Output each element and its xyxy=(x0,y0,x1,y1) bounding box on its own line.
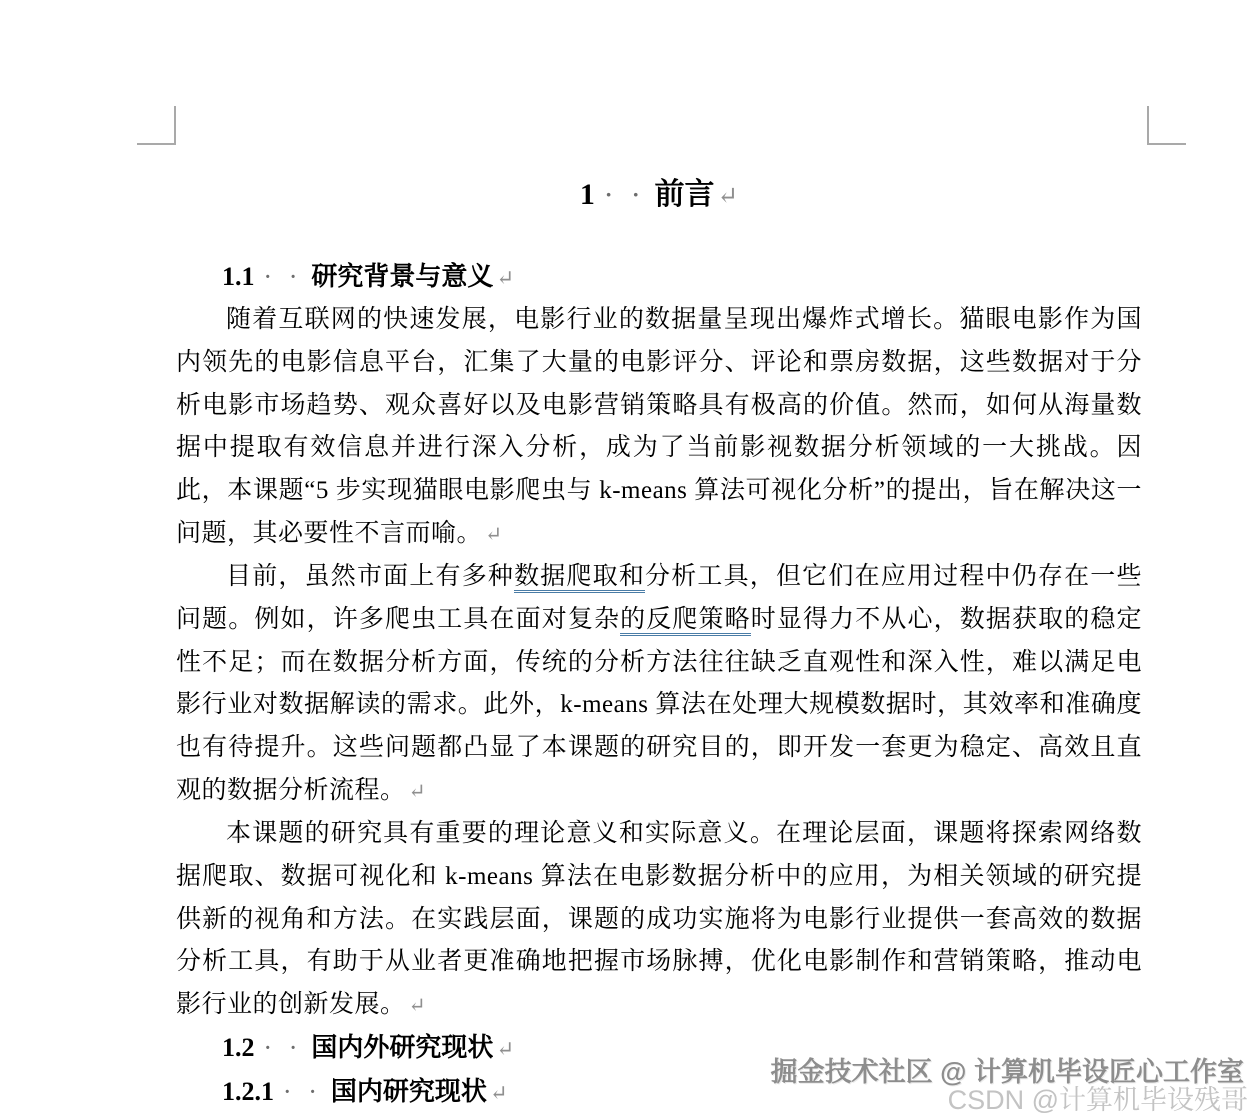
text-run: 本课题的研究具有重要的理论意义和实际意义。在理论层面，课题将探索网络数据爬取、数据可视化和 k-means 算法在电影数据分析中的应用，为相关领域的研究提供新的视角和方法。在实践层面，课题的成功实施将为电影行业提供一套高效的数据分析工具，有助于从业者更准确地把握市场脉搏，优化电影制作和营销策略，推动电影行业的创新发展。 xyxy=(176,820,1142,1019)
paragraph-mark-icon: ↵ xyxy=(408,780,427,803)
space-format-dots: · · xyxy=(264,1038,304,1059)
chapter-title[interactable] xyxy=(176,174,1142,218)
section-number: 1.1 xyxy=(222,262,255,291)
paragraph-mark-icon: ↵ xyxy=(496,266,515,290)
section-heading-text: 研究背景与意义 xyxy=(311,262,494,291)
text-run: 时显得力不从心，数据获取的稳定性不足；而在数据分析方面，传统的分析方法往往缺乏直观性和深入性，难以满足电影行业对数据解读的需求。此外，k-means 算法在处理大规模数据时，其效率和准确度也有待提升。这些问题都凸显了本课题的研究目的，即开发一套更为稳定、高效且直观的数据分析流程。 xyxy=(176,605,1142,804)
paragraph-mark-icon: ↵ xyxy=(485,523,503,546)
body-paragraph[interactable] xyxy=(176,813,1142,1028)
section-heading-text: 国内外研究现状 xyxy=(311,1033,494,1062)
section-heading-text: 国内研究现状 xyxy=(330,1077,487,1106)
grammar-underlined-run: 的反爬策略 xyxy=(620,606,751,636)
text-boundary-mark-top-right xyxy=(1147,106,1186,145)
body-paragraph[interactable] xyxy=(176,556,1142,814)
watermark-csdn: CSDN @计算机毕设残哥 xyxy=(947,1085,1248,1115)
paragraph-mark-icon: ↵ xyxy=(408,995,427,1018)
text-boundary-mark-top-left xyxy=(137,106,176,145)
chapter-number: 1 xyxy=(579,178,595,211)
space-format-dots: · · xyxy=(284,1082,323,1103)
section-number: 1.2 xyxy=(222,1033,255,1062)
body-paragraph[interactable] xyxy=(176,299,1142,557)
section-heading-1-1[interactable] xyxy=(176,257,1188,298)
text-run: 分析工具，但它们在应用过程中仍存在一些问题。例如，许多爬虫工具在面对复杂 xyxy=(176,563,1142,633)
paragraph-mark-icon: ↵ xyxy=(496,1037,515,1061)
grammar-underlined-run: 数据爬取和 xyxy=(514,563,645,593)
text-run: 随着互联网的快速发展，电影行业的数据量呈现出爆炸式增长。猫眼电影作为国内领先的电影信息平台，汇集了大量的电影评分、评论和票房数据，这些数据对于分析电影市场趋势、观众喜好以及电影营销策略具有极高的价值。然而，如何从海量数据中提取有效信息并进行深入分析，成为了当前影视数据分析领域的一大挑战。因此，本课题“5 步实现猫眼电影爬虫与 k-means 算法可视化分析”的提出，旨在解决这一问题，其必要性不言而喻。 xyxy=(176,306,1142,547)
section-heading-1-2-1[interactable] xyxy=(176,1072,1188,1113)
watermark-juejin: 掘金技术社区 @ 计算机毕设匠心工作室 xyxy=(770,1057,1244,1087)
chapter-title-text: 前言 xyxy=(654,178,715,211)
paragraph-mark-icon: ↵ xyxy=(489,1081,508,1105)
section-number: 1.2.1 xyxy=(222,1077,274,1106)
space-format-dots: · · xyxy=(264,267,304,288)
paragraph-mark-icon: ↵ xyxy=(717,183,739,210)
section-heading-1-2[interactable] xyxy=(176,1028,1188,1069)
space-format-dots: · · xyxy=(604,182,647,207)
text-run: 目前，虽然市面上有多种 xyxy=(226,563,515,590)
